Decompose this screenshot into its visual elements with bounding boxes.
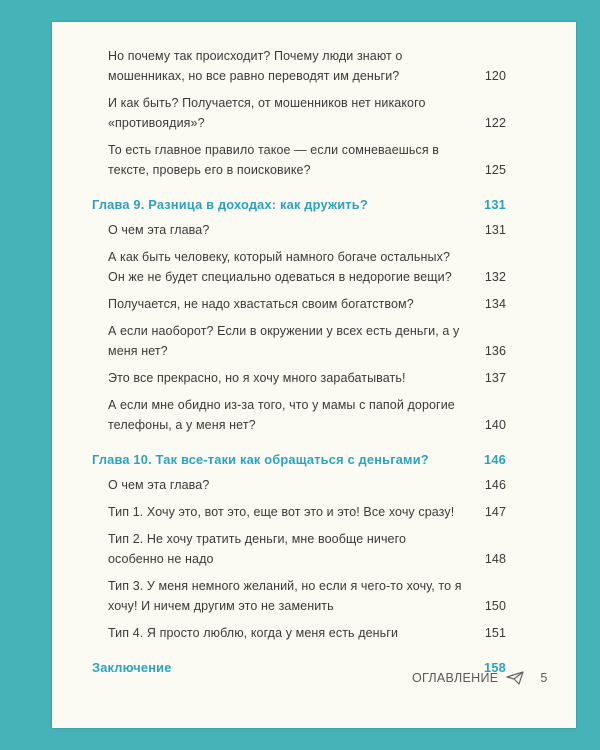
toc-entry-page: 120 (484, 69, 506, 83)
toc-entry-text: Тип 4. Я просто люблю, когда у меня есть деньги (108, 626, 399, 640)
toc-entry (92, 46, 506, 86)
book-page (52, 22, 576, 728)
toc-entry-text: И как быть? Получается, от мошенников нет никакого «противоядия»? (108, 96, 426, 130)
toc-entry (92, 140, 506, 180)
chapter-title: Заключение (92, 660, 172, 675)
toc-entry-page: 131 (484, 223, 506, 237)
toc-entry-page: 150 (484, 599, 506, 613)
toc-entry-text: А если мне обидно из-за того, что у мамы с папой дорогие телефоны, а у меня нет? (108, 398, 455, 432)
paper-plane-icon (506, 671, 524, 685)
toc-entry (92, 220, 506, 240)
toc-entry-text: То есть главное правило такое — если сомневаешься в тексте, проверь его в поисковике? (108, 143, 440, 177)
toc-entry-text: Тип 2. Не хочу тратить деньги, мне вообще ничего особенно не надо (108, 532, 407, 566)
footer-label: ОГЛАВЛЕНИЕ (412, 671, 499, 685)
chapter-page: 146 (484, 452, 506, 467)
toc-entry (92, 502, 506, 522)
toc-entry-page: 147 (484, 505, 506, 519)
toc-entry (92, 321, 506, 361)
toc-entry-page: 148 (484, 552, 506, 566)
toc-entry-text: О чем эта глава? (108, 223, 210, 237)
toc-entry-text: Но почему так происходит? Почему люди знают о мошенниках, но все равно переводят им деньги? (108, 49, 403, 83)
page-number: 5 (540, 671, 548, 685)
toc-entry (92, 93, 506, 133)
chapter-9-heading[interactable] (92, 194, 506, 216)
chapter-title: Глава 9. Разница в доходах: как дружить? (92, 197, 368, 212)
toc-entry (92, 395, 506, 435)
toc-entry (92, 623, 506, 643)
toc-entry-page: 140 (484, 418, 506, 432)
toc-entry-page: 151 (484, 626, 506, 640)
toc-entry-text: А как быть человеку, который намного богаче остальных? Он же не будет специально одеваться в недорогие вещи? (108, 250, 452, 284)
table-of-contents (92, 46, 506, 683)
toc-entry-page: 134 (484, 297, 506, 311)
toc-entry-text: Это все прекрасно, но я хочу много зарабатывать! (108, 371, 406, 385)
toc-entry-page: 146 (484, 478, 506, 492)
toc-entry-text: Получается, не надо хвастаться своим богатством? (108, 297, 414, 311)
toc-entry-page: 125 (484, 163, 506, 177)
toc-entry (92, 247, 506, 287)
page-footer (412, 671, 548, 685)
toc-entry (92, 475, 506, 495)
toc-entry (92, 294, 506, 314)
toc-entry-text: Тип 3. У меня немного желаний, но если я чего-то хочу, то я хочу! И ничем другим это не заменить (108, 579, 462, 613)
toc-entry-text: О чем эта глава? (108, 478, 210, 492)
toc-entry-page: 132 (484, 270, 506, 284)
chapter-title: Глава 10. Так все-таки как обращаться с деньгами? (92, 452, 429, 467)
toc-entry (92, 529, 506, 569)
toc-entry-text: А если наоборот? Если в окружении у всех есть деньги, а у меня нет? (108, 324, 460, 358)
toc-entry-page: 136 (484, 344, 506, 358)
chapter-10-heading[interactable] (92, 449, 506, 471)
toc-entry-page: 137 (484, 371, 506, 385)
toc-entry (92, 368, 506, 388)
chapter-page: 158 (484, 660, 506, 675)
toc-entry (92, 576, 506, 616)
toc-entry-text: Тип 1. Хочу это, вот это, еще вот это и это! Все хочу сразу! (108, 505, 455, 519)
chapter-page: 131 (484, 197, 506, 212)
toc-entry-page: 122 (484, 116, 506, 130)
